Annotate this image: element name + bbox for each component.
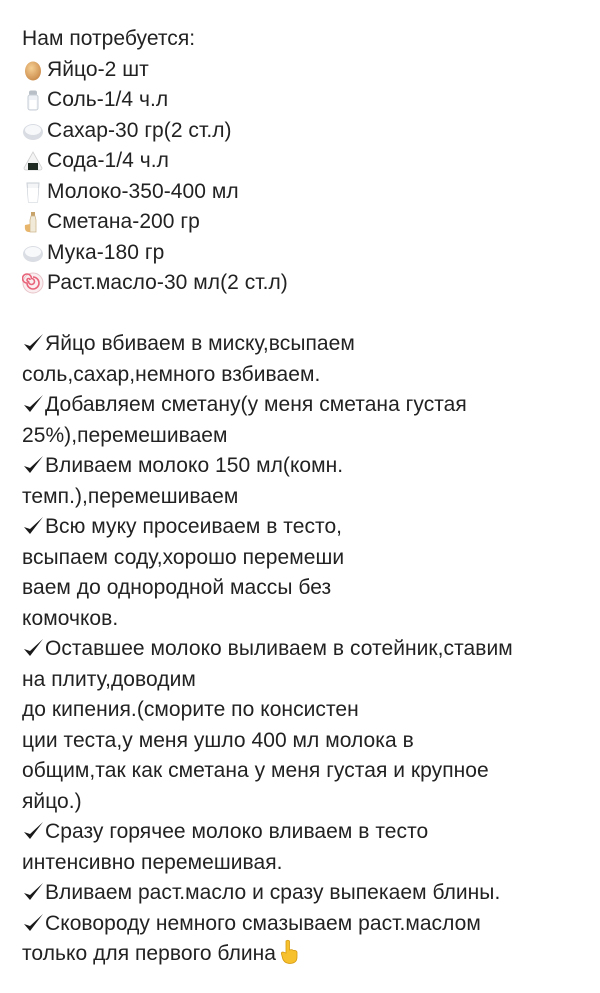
ingredient-item: Сода-1/4 ч.л [22,146,587,177]
step: Оставшее молоко выливаем в сотейник,ставим на плиту,доводим до кипения.(сморите по консистен ции теста,у меня ушло 400 мл молока в общим,так как сметана у меня густая и крупное яйцо.) [22,637,513,813]
step: Вливаем раст.масло и сразу выпекаем блины. [22,878,587,909]
ingredients-header: Нам потребуется: [22,27,196,50]
step: Яйцо вбиваем в миску,всыпаем соль,сахар,немного взбиваем. [22,332,355,386]
egg-icon [22,59,44,81]
cream-bottle-icon [22,211,44,233]
step: Вливаем молоко 150 мл(комн. темп.),перемешиваем [22,454,344,508]
ingredient-item: Соль-1/4 ч.л [22,85,587,116]
checkmark-icon [22,393,44,415]
ingredient-item: Мука-180 гр [22,238,587,269]
sugar-bowl-icon [22,120,44,142]
checkmark-icon [22,912,44,934]
salt-shaker-icon [22,89,44,111]
ingredient-item: Сметана-200 гр [22,207,587,238]
step: Сразу горячее молоко вливаем в тесто интенсивно перемешивая. [22,820,429,874]
checkmark-icon [22,332,44,354]
ingredient-item: Раст.масло-30 мл(2 ст.л) [22,268,587,299]
step: Добавляем сметану(у меня сметана густая 25%),перемешиваем [22,393,467,447]
step: Сковороду немного смазываем раст.маслом только для первого блина [22,911,481,965]
flour-bowl-icon [22,242,44,264]
step: Всю муку просеиваем в тесто, всыпаем соду,хорошо перемеши ваем до однородной массы без комочков. [22,515,345,630]
checkmark-icon [22,820,44,842]
checkmark-icon [22,637,44,659]
recipe-post [22,24,587,970]
milk-glass-icon [22,181,44,203]
rice-ball-icon [22,150,44,172]
checkmark-icon [22,515,44,537]
checkmark-icon [22,881,44,903]
ingredient-item: Молоко-350-400 мл [22,177,587,208]
ingredient-item: Сахар-30 гр(2 ст.л) [22,116,587,147]
spacer [22,299,587,330]
fish-cake-icon [22,272,44,294]
ingredient-item: Яйцо-2 шт [22,55,587,86]
checkmark-icon [22,454,44,476]
pointing-up-hand-icon [278,939,300,965]
